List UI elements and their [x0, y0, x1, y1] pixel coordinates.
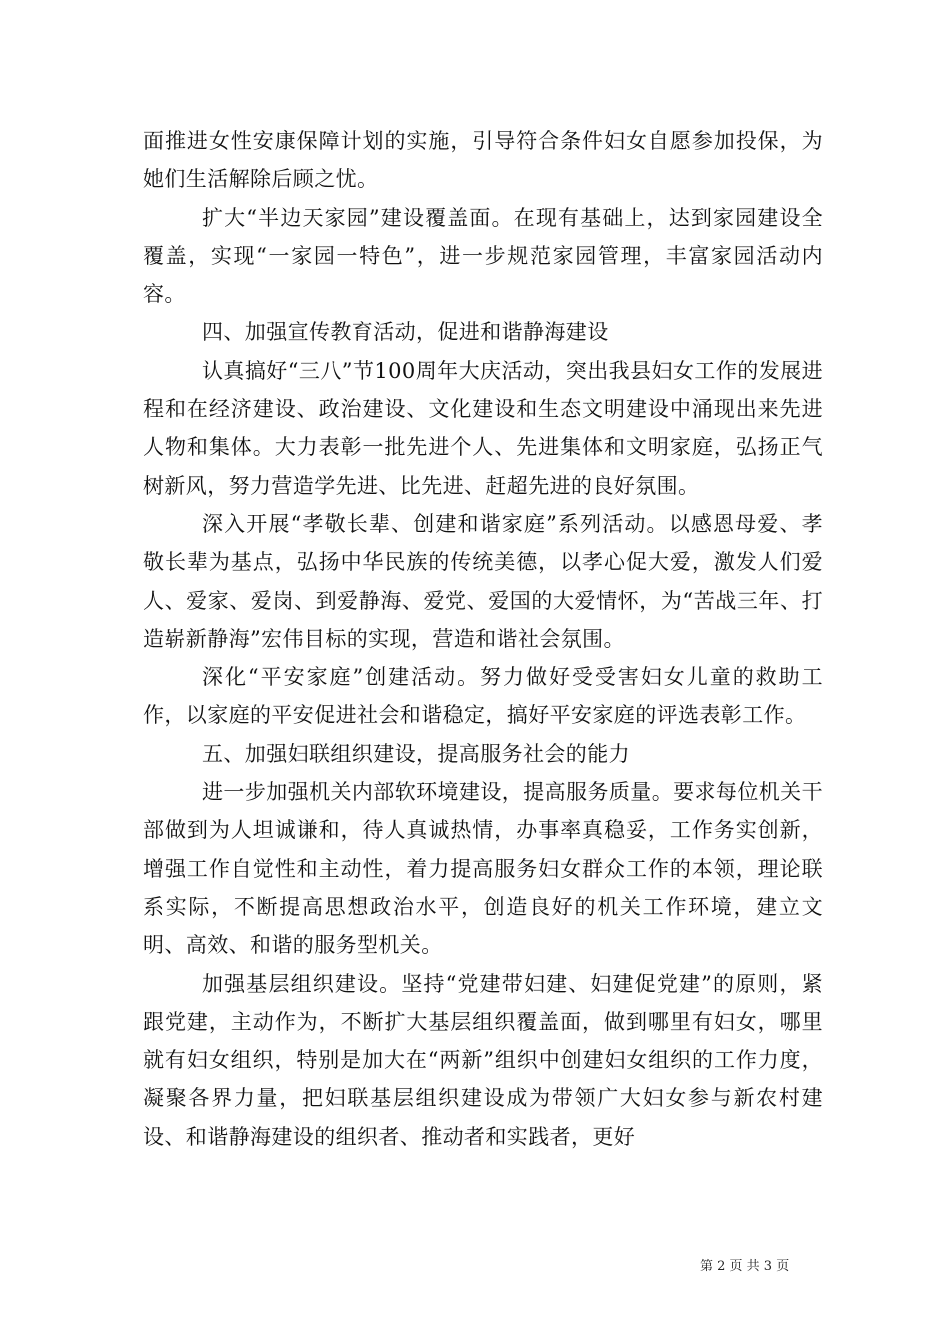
paragraph-jiceng-organization: 加强基层组织建设。坚持“党建带妇建、妇建促党建”的原则，紧跟党建，主动作为，不断扩大基层组织覆盖面，做到哪里有妇女，哪里就有妇女组织，特别是加大在“两新”组织中创建妇女组织的工作力度，凝聚各界力量，把妇联基层组织建设成为带领广大妇女参与新农村建设、和谐静海建设的组织者、推动者和实践者，更好	[143, 971, 823, 1149]
paragraph-pingan-jiating: 深化“平安家庭”创建活动。努力做好受受害妇女儿童的救助工作，以家庭的平安促进社会和谐稳定，搞好平安家庭的评选表彰工作。	[143, 665, 823, 728]
page-number-footer: 第 2 页 共 3 页	[700, 1259, 790, 1274]
paragraph-sanba-celebration: 认真搞好“三八”节100周年大庆活动，突出我县妇女工作的发展进程和在经济建设、政治建设、文化建设和生态文明建设中涌现出来先进人物和集体。大力表彰一批先进个人、先进集体和文明家庭，弘扬正气树新风，努力营造学先进、比先进、赶超先进的良好氛围。	[143, 358, 823, 498]
section-heading-4: 四、加强宣传教育活动，促进和谐静海建设	[202, 320, 609, 345]
paragraph-xiaojing-activity: 深入开展“孝敬长辈、创建和谐家庭”系列活动。以感恩母爱、孝敬长辈为基点，弘扬中华民族的传统美德，以孝心促大爱，激发人们爱人、爱家、爱岗、到爱静海、爱党、爱国的大爱情怀，为“苦战三年、打造崭新静海”宏伟目标的实现，营造和谐社会氛围。	[143, 511, 823, 651]
paragraph-banbiantian-jiayuan: 扩大“半边天家园”建设覆盖面。在现有基础上，达到家园建设全覆盖，实现“一家园一特色”，进一步规范家园管理，丰富家园活动内容。	[143, 205, 823, 307]
document-body	[143, 122, 823, 1156]
paragraph-jiguan-environment: 进一步加强机关内部软环境建设，提高服务质量。要求每位机关干部做到为人坦诚谦和，待人真诚热情，办事率真稳妥，工作务实创新，增强工作自觉性和主动性，着力提高服务妇女群众工作的本领，理论联系实际，不断提高思想政治水平，创造良好的机关工作环境，建立文明、高效、和谐的服务型机关。	[143, 780, 823, 958]
section-heading-5: 五、加强妇联组织建设，提高服务社会的能力	[202, 741, 630, 766]
paragraph-continuation: 面推进女性安康保障计划的实施，引导符合条件妇女自愿参加投保，为她们生活解除后顾之忧。	[143, 129, 823, 192]
